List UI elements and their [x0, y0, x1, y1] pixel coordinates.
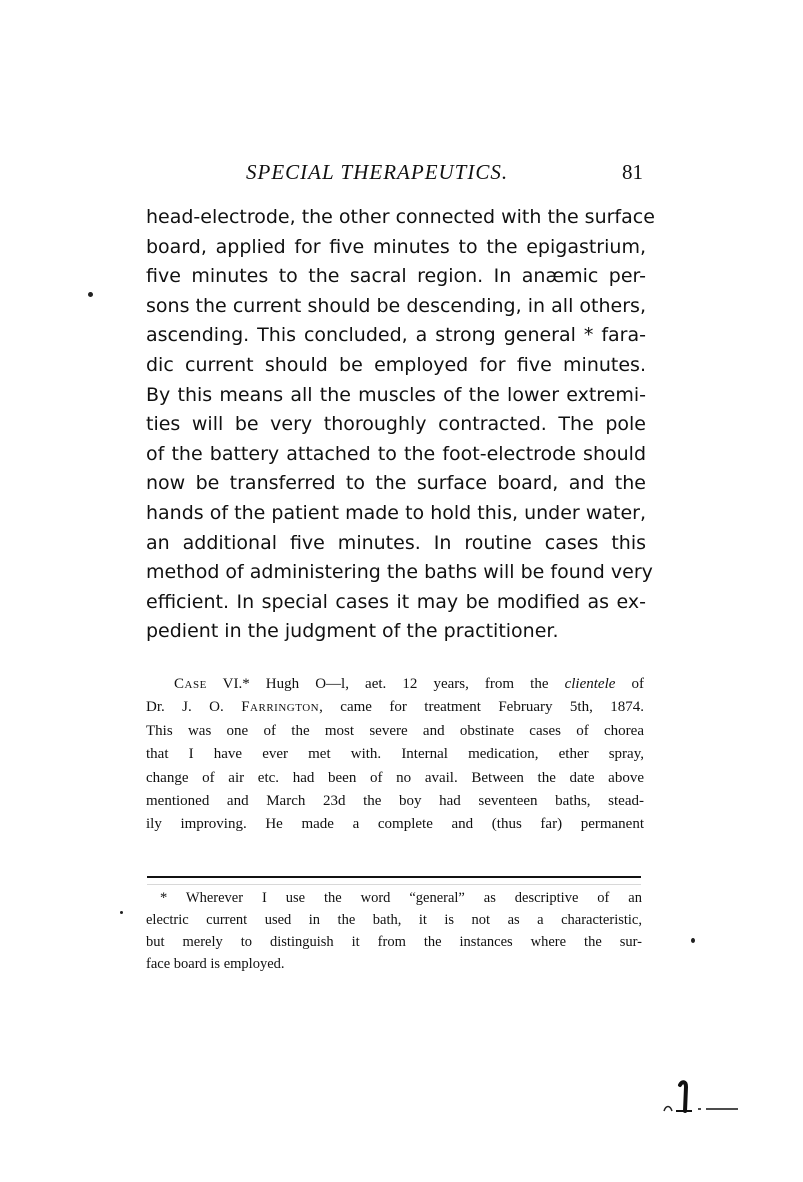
footnote-rule [147, 876, 641, 878]
case-line: ily improving. He made a complete and (thus far) permanent [146, 816, 644, 833]
body-line: an additional five minutes. In routine cases this [146, 531, 646, 554]
footnote-line: face board is employed. [146, 956, 285, 972]
case-line [146, 673, 644, 696]
body-line: of the battery attached to the foot-electrode should [146, 442, 646, 465]
body-line: board, applied for five minutes to the epigastrium, [146, 235, 646, 258]
body-line: now be transferred to the surface board, and the [146, 472, 646, 495]
doctor-surname: Farrington [241, 699, 320, 716]
body-line: hands of the patient made to hold this, under water, [146, 501, 646, 524]
case-line [146, 696, 644, 719]
handwritten-mark [660, 1075, 740, 1115]
running-title: SPECIAL THERAPEUTICS. [246, 160, 509, 184]
case-number: VI.* [206, 676, 266, 692]
clientele-italic: clientele [564, 676, 616, 692]
footnote [146, 887, 642, 975]
scan-speck [88, 292, 93, 297]
body-line: dic current should be employed for five minutes. [146, 353, 646, 376]
body-line: five minutes to the sacral region. In anæmic per- [146, 265, 646, 288]
case-line2-text: Dr. J. O. [146, 699, 242, 716]
body-line: sons the current should be descending, in all others, [146, 294, 646, 317]
running-head [0, 160, 803, 192]
body-line: method of administering the baths will be found very [146, 561, 653, 584]
footnote-line: but merely to distinguish it from the instances where the sur- [146, 934, 642, 950]
footnote-line: * Wherever I use the word “general” as descriptive of an [160, 890, 642, 906]
case-report [146, 673, 644, 837]
footnote-rule-shadow [147, 884, 641, 885]
case-label: Case [174, 676, 207, 692]
case-line: This was one of the most severe and obstinate cases of chorea [146, 722, 644, 739]
body-line: efficient. In special cases it may be modified as ex- [146, 590, 646, 613]
footnote-line: electric current used in the bath, it is not as a characteristic, [146, 912, 642, 928]
scan-speck [120, 911, 123, 914]
body-line: head-electrode, the other connected with the surface [146, 206, 655, 228]
body-line: ascending. This concluded, a strong general * fara- [146, 324, 646, 347]
scan-speck [691, 938, 695, 943]
case-line: that I have ever met with. Internal medication, ether spray, [146, 746, 644, 763]
body-line: By this means all the muscles of the lower extremi- [146, 383, 646, 406]
case-line: change of air etc. had been of no avail. Between the date above [146, 769, 644, 786]
case-line2-end: , came for treatment February 5th, 1874. [319, 699, 645, 716]
body-line: ties will be very thoroughly contracted. The pole [146, 413, 646, 436]
case-line1-end: of [615, 676, 644, 692]
body-line: pedient in the judgment of the practitioner. [146, 620, 559, 643]
case-line1-text: Hugh O—l, aet. 12 years, from the [265, 676, 565, 692]
case-line: mentioned and March 23d the boy had seventeen baths, stead- [146, 792, 644, 809]
page-number: 81 [622, 160, 643, 184]
body-paragraph [146, 203, 655, 647]
